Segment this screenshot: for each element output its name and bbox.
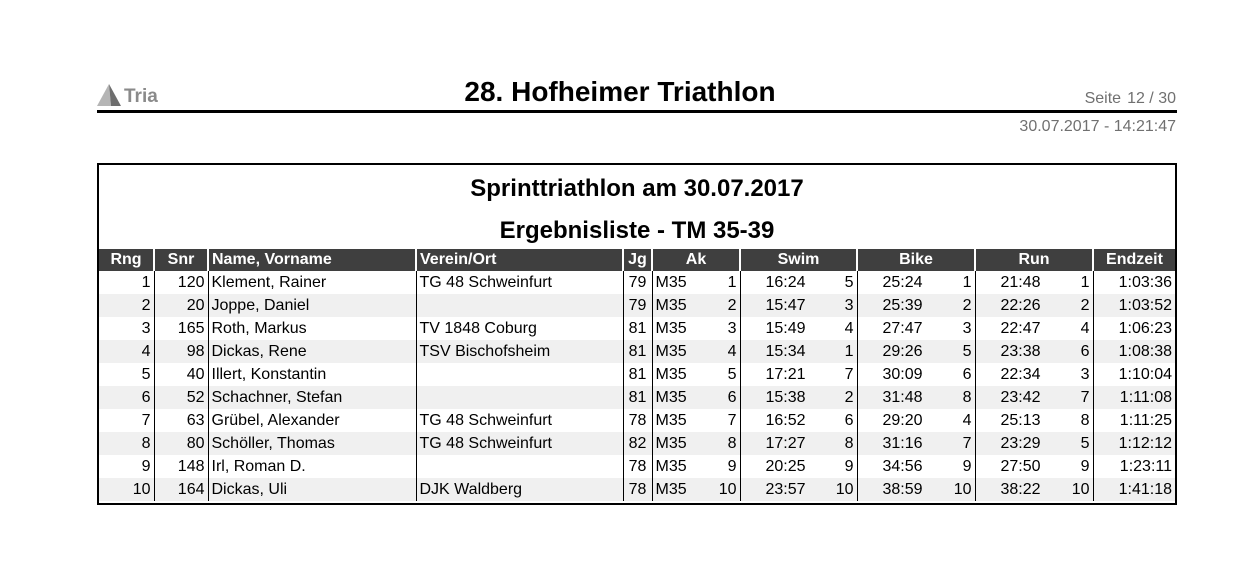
swim-time: 15:34: [765, 342, 806, 360]
run-time-cell: [975, 478, 1093, 501]
club: [416, 363, 623, 386]
age-class-rank: 8: [727, 434, 737, 452]
header-divider: [97, 110, 1177, 113]
run-time-rank: 9: [1080, 457, 1090, 475]
athlete-name: Dickas, Uli: [208, 478, 416, 501]
age-class-rank: 9: [727, 457, 737, 475]
age-class: M35: [655, 342, 687, 360]
birth-year: 81: [623, 317, 652, 340]
run-time: 23:42: [1000, 388, 1041, 406]
run-time: 38:22: [1000, 480, 1041, 498]
bike-time-cell: [857, 340, 975, 363]
page-label: Seite: [1084, 90, 1122, 107]
bike-time-rank: 5: [962, 342, 972, 360]
birth-year: 78: [623, 455, 652, 478]
birth-year: 81: [623, 386, 652, 409]
rank: 8: [99, 432, 154, 455]
swim-time-rank: 8: [844, 434, 854, 452]
bike-time-rank: 3: [962, 319, 972, 337]
swim-time: 15:47: [765, 296, 806, 314]
rank: 4: [99, 340, 154, 363]
bike-time: 31:16: [882, 434, 923, 452]
swim-time-cell: [740, 386, 857, 409]
club: TG 48 Schweinfurt: [416, 271, 623, 294]
bike-time-rank: 8: [962, 388, 972, 406]
club: TG 48 Schweinfurt: [416, 409, 623, 432]
swim-time: 20:25: [765, 457, 806, 475]
col-verein: Verein/Ort: [416, 249, 623, 271]
bike-time: 31:48: [882, 388, 923, 406]
rank: 1: [141, 273, 151, 291]
swim-time-cell: [740, 455, 857, 478]
event-subtitle: Sprinttriathlon am 30.07.2017: [470, 175, 804, 202]
results-box: [97, 163, 1177, 505]
swim-time-cell: [740, 478, 857, 501]
start-number: 164: [154, 478, 208, 501]
bike-time: 27:47: [882, 319, 923, 337]
age-class-cell: [652, 409, 740, 432]
page-info: [1085, 90, 1176, 108]
age-class: M35: [655, 296, 687, 314]
start-number: 165: [154, 317, 208, 340]
col-jg: Jg: [623, 249, 652, 271]
swim-time-rank: 1: [844, 342, 854, 360]
swim-time-cell: [740, 317, 857, 340]
athlete-name: Dickas, Rene: [208, 340, 416, 363]
bike-time: 25:39: [882, 296, 923, 314]
run-time-cell: [975, 386, 1093, 409]
run-time: 22:26: [1000, 296, 1041, 314]
bike-time-cell: [857, 478, 975, 501]
rank: 5: [141, 365, 151, 383]
results-body: [99, 271, 1175, 501]
age-class-cell: [652, 432, 740, 455]
swim-time-cell: [740, 363, 857, 386]
table-row: [99, 340, 1175, 363]
run-time-rank: 10: [1071, 480, 1090, 498]
swim-time: 23:57: [765, 480, 806, 498]
swim-time: 15:49: [765, 319, 806, 337]
run-time-cell: [975, 363, 1093, 386]
final-time: 1:11:25: [1093, 409, 1175, 432]
bike-time-rank: 6: [962, 365, 972, 383]
col-endzeit: Endzeit: [1093, 249, 1175, 271]
final-time: 1:08:38: [1093, 340, 1175, 363]
start-number: 63: [154, 409, 208, 432]
bike-time: 25:24: [882, 273, 923, 291]
age-class-cell: [652, 294, 740, 317]
swim-time: 17:27: [765, 434, 806, 452]
age-class-cell: [652, 386, 740, 409]
swim-time: 17:21: [765, 365, 806, 383]
table-row: [99, 317, 1175, 340]
swim-time-cell: [740, 409, 857, 432]
rank: 10: [99, 478, 154, 501]
run-time-rank: 3: [1080, 365, 1090, 383]
run-time: 25:13: [1000, 411, 1041, 429]
col-snr: Snr: [154, 249, 208, 271]
final-time: 1:06:23: [1093, 317, 1175, 340]
table-row: [99, 271, 1175, 294]
athlete-name: Joppe, Daniel: [208, 294, 416, 317]
run-time-rank: 6: [1080, 342, 1090, 360]
age-class-rank: 3: [727, 319, 737, 337]
swim-time: 15:38: [765, 388, 806, 406]
bike-time: 38:59: [882, 480, 923, 498]
age-class-rank: 2: [727, 296, 737, 314]
rank: 7: [141, 411, 151, 429]
bike-time: 29:20: [882, 411, 923, 429]
run-time: 21:48: [1000, 273, 1041, 291]
results-table: [99, 249, 1175, 501]
run-time-rank: 2: [1080, 296, 1090, 314]
final-time: 1:12:12: [1093, 432, 1175, 455]
col-name: Name, Vorname: [208, 249, 416, 271]
run-time-cell: [975, 271, 1093, 294]
bike-time-rank: 4: [962, 411, 972, 429]
bike-time-cell: [857, 317, 975, 340]
athlete-name: Schöller, Thomas: [208, 432, 416, 455]
bike-time-cell: [857, 386, 975, 409]
bike-time-cell: [857, 432, 975, 455]
birth-year: 82: [623, 432, 652, 455]
run-time: 27:50: [1000, 457, 1041, 475]
run-time-cell: [975, 317, 1093, 340]
run-time-rank: 4: [1080, 319, 1090, 337]
col-swim: Swim: [740, 249, 857, 271]
page-number: 12 / 30: [1127, 90, 1176, 107]
birth-year: 78: [623, 409, 652, 432]
age-class: M35: [655, 434, 687, 452]
age-class-rank: 7: [727, 411, 737, 429]
bike-time-cell: [857, 363, 975, 386]
birth-year: 78: [623, 478, 652, 501]
athlete-name: Irl, Roman D.: [208, 455, 416, 478]
rank: 6: [99, 386, 154, 409]
final-time: 1:03:52: [1093, 294, 1175, 317]
age-class-cell: [652, 271, 740, 294]
club: TG 48 Schweinfurt: [416, 432, 623, 455]
age-class-rank: 1: [727, 273, 737, 291]
club: [416, 294, 623, 317]
bike-time: 29:26: [882, 342, 923, 360]
swim-time-cell: [740, 271, 857, 294]
final-time: 1:03:36: [1093, 271, 1175, 294]
triangle-logo-icon: [97, 84, 123, 106]
birth-year: 79: [623, 271, 652, 294]
start-number: 20: [154, 294, 208, 317]
final-time: 1:10:04: [1093, 363, 1175, 386]
athlete-name: Grübel, Alexander: [208, 409, 416, 432]
tria-logo: [97, 82, 177, 108]
swim-time-rank: 5: [844, 273, 854, 291]
rank: 9: [141, 457, 151, 475]
start-number: 52: [154, 386, 208, 409]
logo-text: Tria: [124, 86, 158, 107]
table-header-row: [99, 249, 1175, 271]
age-class: M35: [655, 388, 687, 406]
bike-time-rank: 10: [953, 480, 972, 498]
col-rng: Rng: [99, 249, 154, 271]
athlete-name: Schachner, Stefan: [208, 386, 416, 409]
start-number: 120: [154, 271, 208, 294]
run-time-rank: 5: [1080, 434, 1090, 452]
age-class-rank: 10: [718, 480, 737, 498]
col-ak: Ak: [652, 249, 740, 271]
table-row: [99, 386, 1175, 409]
athlete-name: Klement, Rainer: [208, 271, 416, 294]
bike-time-rank: 2: [962, 296, 972, 314]
athlete-name: Illert, Konstantin: [208, 363, 416, 386]
bike-time-cell: [857, 455, 975, 478]
swim-time-rank: 2: [844, 388, 854, 406]
swim-time-rank: 9: [844, 457, 854, 475]
start-number: 98: [154, 340, 208, 363]
final-time: 1:41:18: [1093, 478, 1175, 501]
birth-year: 81: [623, 340, 652, 363]
table-row: [99, 294, 1175, 317]
swim-time-cell: [740, 340, 857, 363]
swim-time: 16:52: [765, 411, 806, 429]
run-time: 23:29: [1000, 434, 1041, 452]
age-class-rank: 5: [727, 365, 737, 383]
age-class: M35: [655, 480, 687, 498]
club: TV 1848 Coburg: [416, 317, 623, 340]
print-datetime: 30.07.2017 - 14:21:47: [1019, 118, 1176, 135]
swim-time: 16:24: [765, 273, 806, 291]
run-time: 22:34: [1000, 365, 1041, 383]
bike-time: 30:09: [882, 365, 923, 383]
page-title: 28. Hofheimer Triathlon: [464, 76, 776, 107]
bike-time-cell: [857, 271, 975, 294]
age-class: M35: [655, 319, 687, 337]
rank: 2: [99, 294, 154, 317]
club: TSV Bischofsheim: [416, 340, 623, 363]
swim-time-rank: 6: [844, 411, 854, 429]
age-class-rank: 6: [727, 388, 737, 406]
athlete-name: Roth, Markus: [208, 317, 416, 340]
start-number: 40: [154, 363, 208, 386]
club: [416, 455, 623, 478]
age-class: M35: [655, 411, 687, 429]
age-class-cell: [652, 340, 740, 363]
run-time-rank: 1: [1080, 273, 1090, 291]
bike-time-rank: 7: [962, 434, 972, 452]
bike-time-rank: 9: [962, 457, 972, 475]
run-time-cell: [975, 294, 1093, 317]
club: DJK Waldberg: [416, 478, 623, 501]
club: [416, 386, 623, 409]
run-time: 22:47: [1000, 319, 1041, 337]
table-row: [99, 363, 1175, 386]
col-bike: Bike: [857, 249, 975, 271]
run-time-rank: 7: [1080, 388, 1090, 406]
start-number: 148: [154, 455, 208, 478]
bike-time-cell: [857, 294, 975, 317]
table-row: [99, 409, 1175, 432]
age-class-cell: [652, 478, 740, 501]
age-class: M35: [655, 273, 687, 291]
age-class: M35: [655, 457, 687, 475]
swim-time-rank: 3: [844, 296, 854, 314]
list-subtitle: Ergebnisliste - TM 35-39: [499, 217, 775, 244]
run-time-rank: 8: [1080, 411, 1090, 429]
bike-time-rank: 1: [962, 273, 972, 291]
col-run: Run: [975, 249, 1093, 271]
swim-time-rank: 7: [844, 365, 854, 383]
run-time-cell: [975, 455, 1093, 478]
swim-time-rank: 4: [844, 319, 854, 337]
start-number: 80: [154, 432, 208, 455]
age-class: M35: [655, 365, 687, 383]
swim-time-rank: 10: [835, 480, 854, 498]
rank: 3: [141, 319, 151, 337]
age-class-rank: 4: [727, 342, 737, 360]
bike-time: 34:56: [882, 457, 923, 475]
final-time: 1:23:11: [1093, 455, 1175, 478]
birth-year: 79: [623, 294, 652, 317]
run-time-cell: [975, 432, 1093, 455]
run-time: 23:38: [1000, 342, 1041, 360]
run-time-cell: [975, 409, 1093, 432]
final-time: 1:11:08: [1093, 386, 1175, 409]
age-class-cell: [652, 317, 740, 340]
swim-time-cell: [740, 294, 857, 317]
table-row: [99, 455, 1175, 478]
bike-time-cell: [857, 409, 975, 432]
table-row: [99, 478, 1175, 501]
swim-time-cell: [740, 432, 857, 455]
table-row: [99, 432, 1175, 455]
run-time-cell: [975, 340, 1093, 363]
age-class-cell: [652, 363, 740, 386]
age-class-cell: [652, 455, 740, 478]
birth-year: 81: [623, 363, 652, 386]
